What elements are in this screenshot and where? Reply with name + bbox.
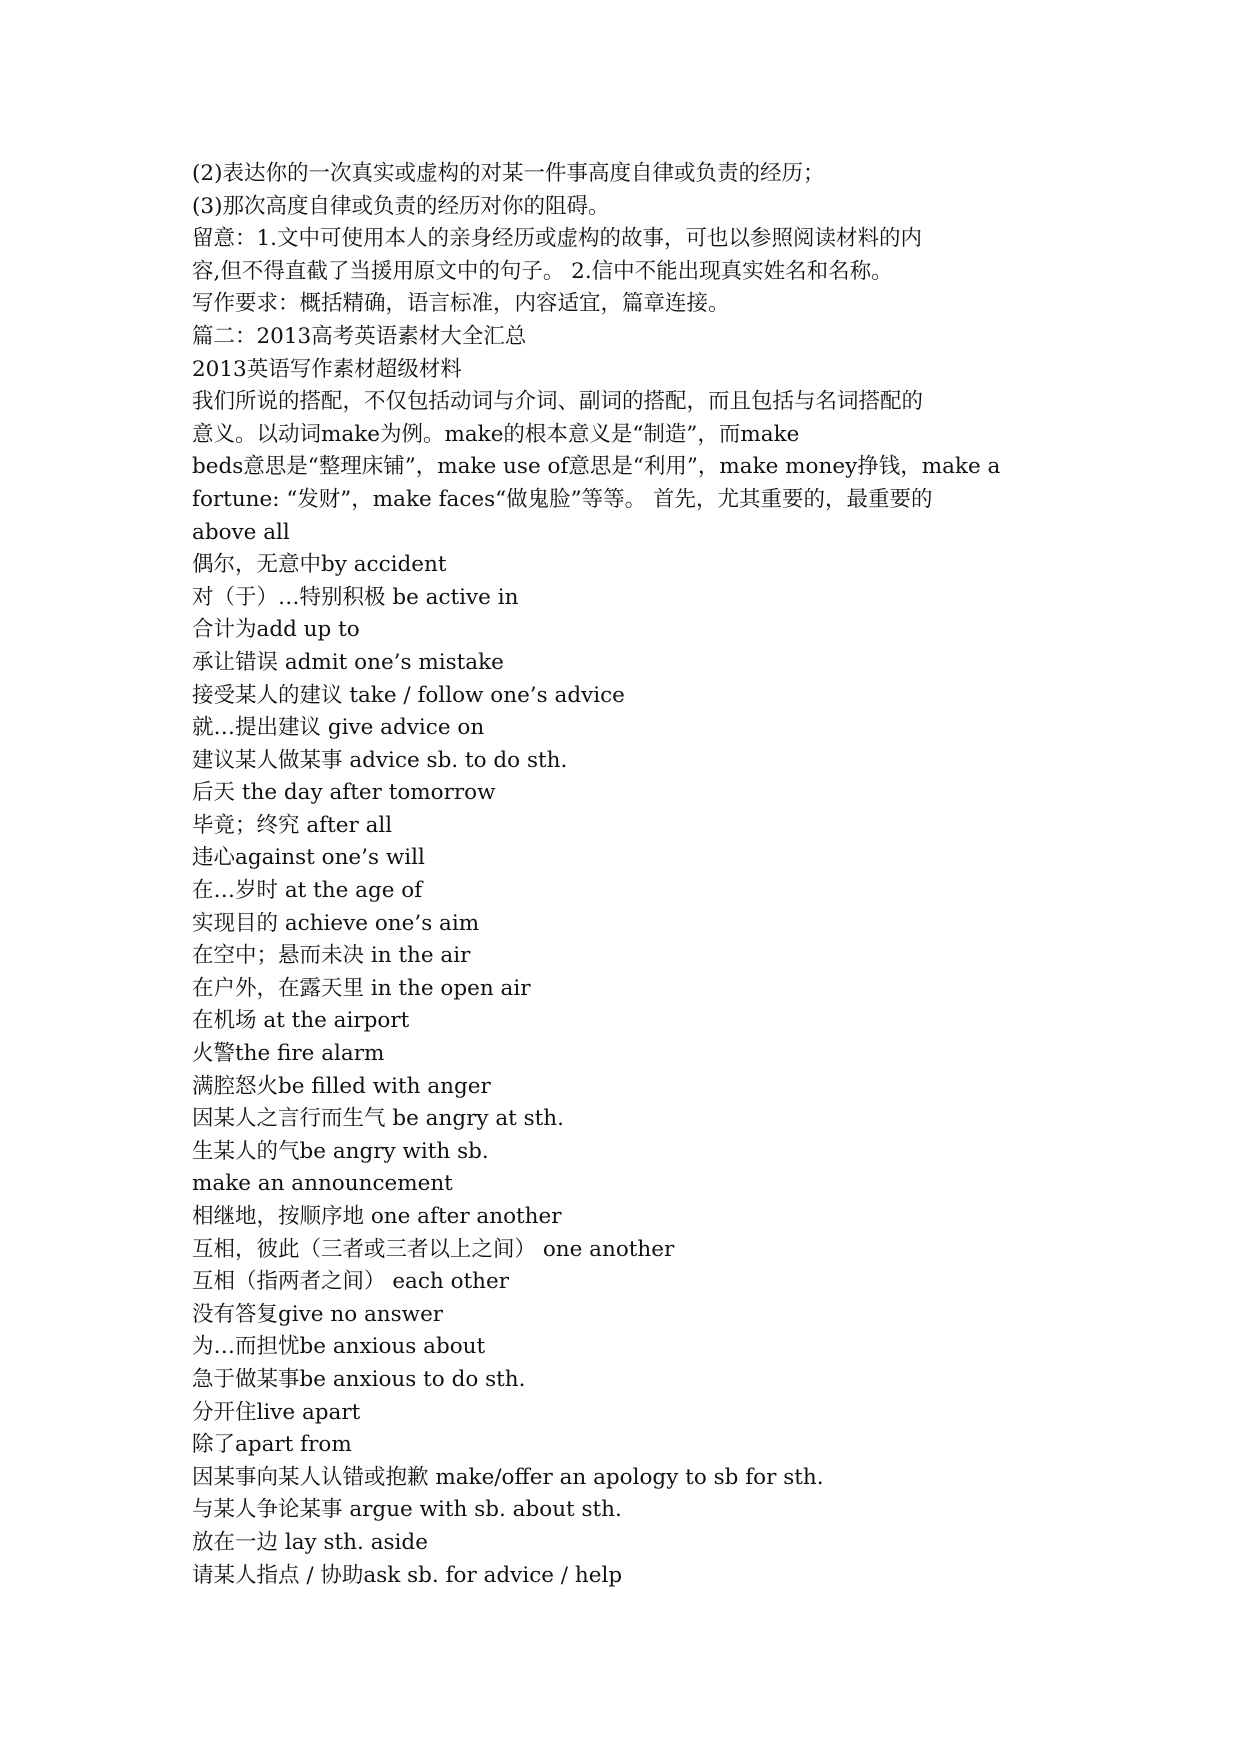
phrase-item: 建议某人做某事 advice sb. to do sth. [192, 747, 568, 773]
phrase-item: 就…提出建议 give advice on [192, 715, 485, 741]
phrase-item: 毕竟；终究 after all [192, 812, 393, 838]
text-line: 意义。以动词make为例。make的根本意义是“制造”，而make [192, 421, 800, 447]
phrase-item: 生某人的气be angry with sb. [192, 1138, 489, 1164]
phrase-item: 满腔怒火be filled with anger [192, 1073, 491, 1099]
phrase-item: 因某事向某人认错或抱歉 make/offer an apology to sb for sth. [192, 1464, 824, 1490]
phrase-item: 合计为add up to [192, 617, 360, 643]
phrase-item: 实现目的 achieve one’s aim [192, 910, 480, 936]
phrase-item: 因某人之言行而生气 be angry at sth. [192, 1106, 564, 1132]
text-line: 写作要求：概括精确，语言标准，内容适宜，篇章连接。 [192, 291, 730, 317]
phrase-item: 急于做某事be anxious to do sth. [192, 1366, 526, 1392]
phrase-item: 在机场 at the airport [192, 1008, 410, 1034]
phrase-item: 互相，彼此（三者或三者以上之间） one another [192, 1236, 675, 1262]
text-line: (3)那次高度自律或负责的经历对你的阻碍。 [192, 193, 610, 219]
phrase-item: 请某人指点 / 协助ask sb. for advice / help [192, 1562, 623, 1588]
text-line: 留意：1.文中可使用本人的亲身经历或虚构的故事，可也以参照阅读材料的内 [192, 226, 923, 252]
phrase-item: 后天 the day after tomorrow [192, 780, 496, 806]
phrase-item: 在户外，在露天里 in the open air [192, 975, 531, 1001]
phrase-item: 除了apart from [192, 1432, 352, 1458]
phrase-item: 在空中；悬而未决 in the air [192, 943, 471, 969]
phrase-item: 承让错误 admit one’s mistake [192, 649, 504, 675]
phrase-item: 接受某人的建议 take / follow one’s advice [192, 682, 625, 708]
phrase-item: 违心against one’s will [192, 845, 425, 871]
text-line: beds意思是“整理床铺”，make use of意思是“利用”，make money挣钱，make a [192, 454, 1001, 480]
phrase-item: 互相（指两者之间） each other [192, 1269, 510, 1295]
document-body [192, 158, 1072, 1592]
phrase-item: 放在一边 lay sth. aside [192, 1529, 428, 1555]
phrase-item: 为…而担忧be anxious about [192, 1334, 486, 1360]
phrase-item: make an announcement [192, 1171, 453, 1197]
phrase-item: 对（于）…特别积极 be active in [192, 584, 519, 610]
phrase-item: 在…岁时 at the age of [192, 878, 423, 904]
phrase-item: 与某人争论某事 argue with sb. about sth. [192, 1497, 622, 1523]
phrase-item: 分开住live apart [192, 1399, 361, 1425]
section-heading: 篇二：2013高考英语素材大全汇总 [192, 323, 527, 349]
phrase-item: 火警the fire alarm [192, 1041, 385, 1067]
text-line: (2)表达你的一次真实或虚构的对某一件事高度自律或负责的经历； [192, 161, 825, 186]
section-subheading: 2013英语写作素材超级材料 [192, 356, 462, 382]
text-line: 容,但不得直截了当援用原文中的句子。 2.信中不能出现真实姓名和名称。 [192, 258, 893, 284]
text-line: 我们所说的搭配，不仅包括动词与介词、副词的搭配，而且包括与名词搭配的 [192, 389, 924, 415]
phrase-item: above all [192, 519, 290, 545]
phrase-item: 偶尔，无意中by accident [192, 552, 447, 578]
phrase-item: 没有答复give no answer [192, 1301, 444, 1327]
text-line: fortune: “发财”，make faces“做鬼脸”等等。 首先，尤其重要的，最重要的 [192, 486, 933, 512]
phrase-item: 相继地，按顺序地 one after another [192, 1204, 562, 1229]
